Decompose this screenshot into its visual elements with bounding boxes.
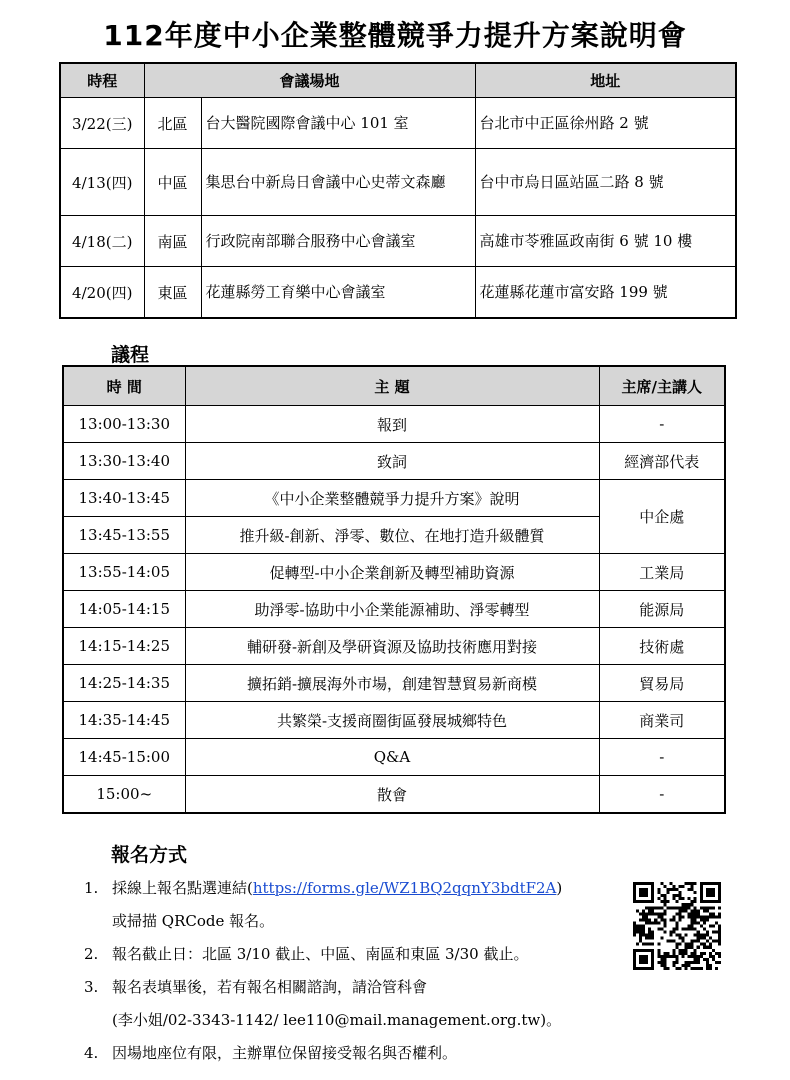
registration-item xyxy=(84,938,724,971)
agenda-time: 14:45-15:00 xyxy=(63,739,185,776)
agenda-topic: 促轉型-中小企業創新及轉型補助資源 xyxy=(185,554,599,591)
item-number: 3. xyxy=(84,978,99,996)
agenda-time: 14:25-14:35 xyxy=(63,665,185,702)
venue-row xyxy=(60,216,736,267)
agenda-topic: 致詞 xyxy=(185,443,599,480)
item-text-line2: 或掃描 QRCode 報名。 xyxy=(112,912,275,930)
agenda-time: 14:35-14:45 xyxy=(63,702,185,739)
header-address: 地址 xyxy=(475,63,736,98)
agenda-speaker: - xyxy=(599,406,725,443)
agenda-row xyxy=(63,739,725,776)
agenda-topic: 報到 xyxy=(185,406,599,443)
venue-date: 4/20(四) xyxy=(60,267,144,319)
contact-info: (李小姐/02-3343-1142/ lee110@mail.management.org.tw)。 xyxy=(112,1011,562,1029)
venue-region: 東區 xyxy=(144,267,201,319)
agenda-speaker: 中企處 xyxy=(599,480,725,554)
agenda-row xyxy=(63,480,725,517)
agenda-topic: 散會 xyxy=(185,776,599,814)
venue-address: 台北市中正區徐州路 2 號 xyxy=(475,98,736,149)
agenda-row xyxy=(63,554,725,591)
venue-name: 集思台中新烏日會議中心史蒂文森廳 xyxy=(201,149,475,216)
item-text: 報名表填畢後，若有報名相關諮詢，請洽管科會 xyxy=(112,978,428,996)
agenda-topic: Q&A xyxy=(185,739,599,776)
venue-table xyxy=(59,62,737,319)
agenda-time: 13:45-13:55 xyxy=(63,517,185,554)
agenda-topic: 擴拓銷-擴展海外市場，創建智慧貿易新商模 xyxy=(185,665,599,702)
registration-list xyxy=(84,872,724,1070)
agenda-speaker: 能源局 xyxy=(599,591,725,628)
page-title: 112年度中小企業整體競爭力提升方案說明會 xyxy=(103,19,687,52)
agenda-time: 14:05-14:15 xyxy=(63,591,185,628)
venue-name: 行政院南部聯合服務中心會議室 xyxy=(201,216,475,267)
agenda-row xyxy=(63,776,725,814)
registration-form-link[interactable]: https://forms.gle/WZ1BQ2qqnY3bdtF2A xyxy=(252,879,557,897)
venue-region: 南區 xyxy=(144,216,201,267)
agenda-time: 13:40-13:45 xyxy=(63,480,185,517)
agenda-speaker: 貿易局 xyxy=(599,665,725,702)
venue-region: 北區 xyxy=(144,98,201,149)
agenda-topic: 《中小企業整體競爭力提升方案》說明 xyxy=(185,480,599,517)
qr-code-icon[interactable] xyxy=(633,882,721,970)
agenda-speaker: - xyxy=(599,739,725,776)
agenda-table xyxy=(62,365,726,814)
agenda-speaker: 技術處 xyxy=(599,628,725,665)
venue-date: 4/18(二) xyxy=(60,216,144,267)
registration-item xyxy=(84,1037,724,1070)
agenda-row xyxy=(63,406,725,443)
venue-date: 3/22(三) xyxy=(60,98,144,149)
registration-heading: 報名方式 xyxy=(111,844,188,866)
item-number: 1. xyxy=(84,879,99,897)
agenda-time: 13:55-14:05 xyxy=(63,554,185,591)
venue-address: 花蓮縣花蓮市富安路 199 號 xyxy=(475,267,736,319)
header-schedule: 時程 xyxy=(60,63,144,98)
agenda-time: 13:00-13:30 xyxy=(63,406,185,443)
agenda-row xyxy=(63,628,725,665)
item-text: 報名截止日：北區 3/10 截止、中區、南區和東區 3/30 截止。 xyxy=(112,945,529,963)
agenda-topic: 助淨零-協助中小企業能源補助、淨零轉型 xyxy=(185,591,599,628)
agenda-topic: 推升級-創新、淨零、數位、在地打造升級體質 xyxy=(185,517,599,554)
agenda-time: 13:30-13:40 xyxy=(63,443,185,480)
agenda-speaker: 工業局 xyxy=(599,554,725,591)
agenda-row xyxy=(63,665,725,702)
item-text: ) xyxy=(556,879,563,897)
agenda-time: 14:15-14:25 xyxy=(63,628,185,665)
venue-name: 台大醫院國際會議中心 101 室 xyxy=(201,98,475,149)
agenda-speaker: 商業司 xyxy=(599,702,725,739)
item-number: 2. xyxy=(84,945,99,963)
header-speaker: 主席/主講人 xyxy=(599,366,725,406)
venue-date: 4/13(四) xyxy=(60,149,144,216)
item-text: 因場地座位有限，主辦單位保留接受報名與否權利。 xyxy=(112,1044,458,1062)
venue-row xyxy=(60,149,736,216)
agenda-row xyxy=(63,591,725,628)
agenda-speaker: - xyxy=(599,776,725,814)
agenda-row xyxy=(63,443,725,480)
venue-name: 花蓮縣勞工育樂中心會議室 xyxy=(201,267,475,319)
venue-row xyxy=(60,267,736,319)
header-topic: 主 題 xyxy=(185,366,599,406)
item-text: 採線上報名點選連結( xyxy=(112,879,253,897)
agenda-heading: 議程 xyxy=(111,344,150,366)
registration-item xyxy=(84,872,724,938)
venue-region: 中區 xyxy=(144,149,201,216)
agenda-speaker: 經濟部代表 xyxy=(599,443,725,480)
agenda-time: 15:00~ xyxy=(63,776,185,814)
registration-item xyxy=(84,971,724,1037)
venue-address: 高雄市苓雅區政南街 6 號 10 樓 xyxy=(475,216,736,267)
header-time: 時 間 xyxy=(63,366,185,406)
item-number: 4. xyxy=(84,1044,99,1062)
agenda-topic: 共繁榮-支援商圈街區發展城鄉特色 xyxy=(185,702,599,739)
agenda-row xyxy=(63,702,725,739)
header-venue: 會議場地 xyxy=(144,63,475,98)
venue-address: 台中市烏日區站區二路 8 號 xyxy=(475,149,736,216)
venue-table-header xyxy=(60,63,736,98)
agenda-topic: 輔研發-新創及學研資源及協助技術應用對接 xyxy=(185,628,599,665)
agenda-table-header xyxy=(63,366,725,406)
venue-row xyxy=(60,98,736,149)
